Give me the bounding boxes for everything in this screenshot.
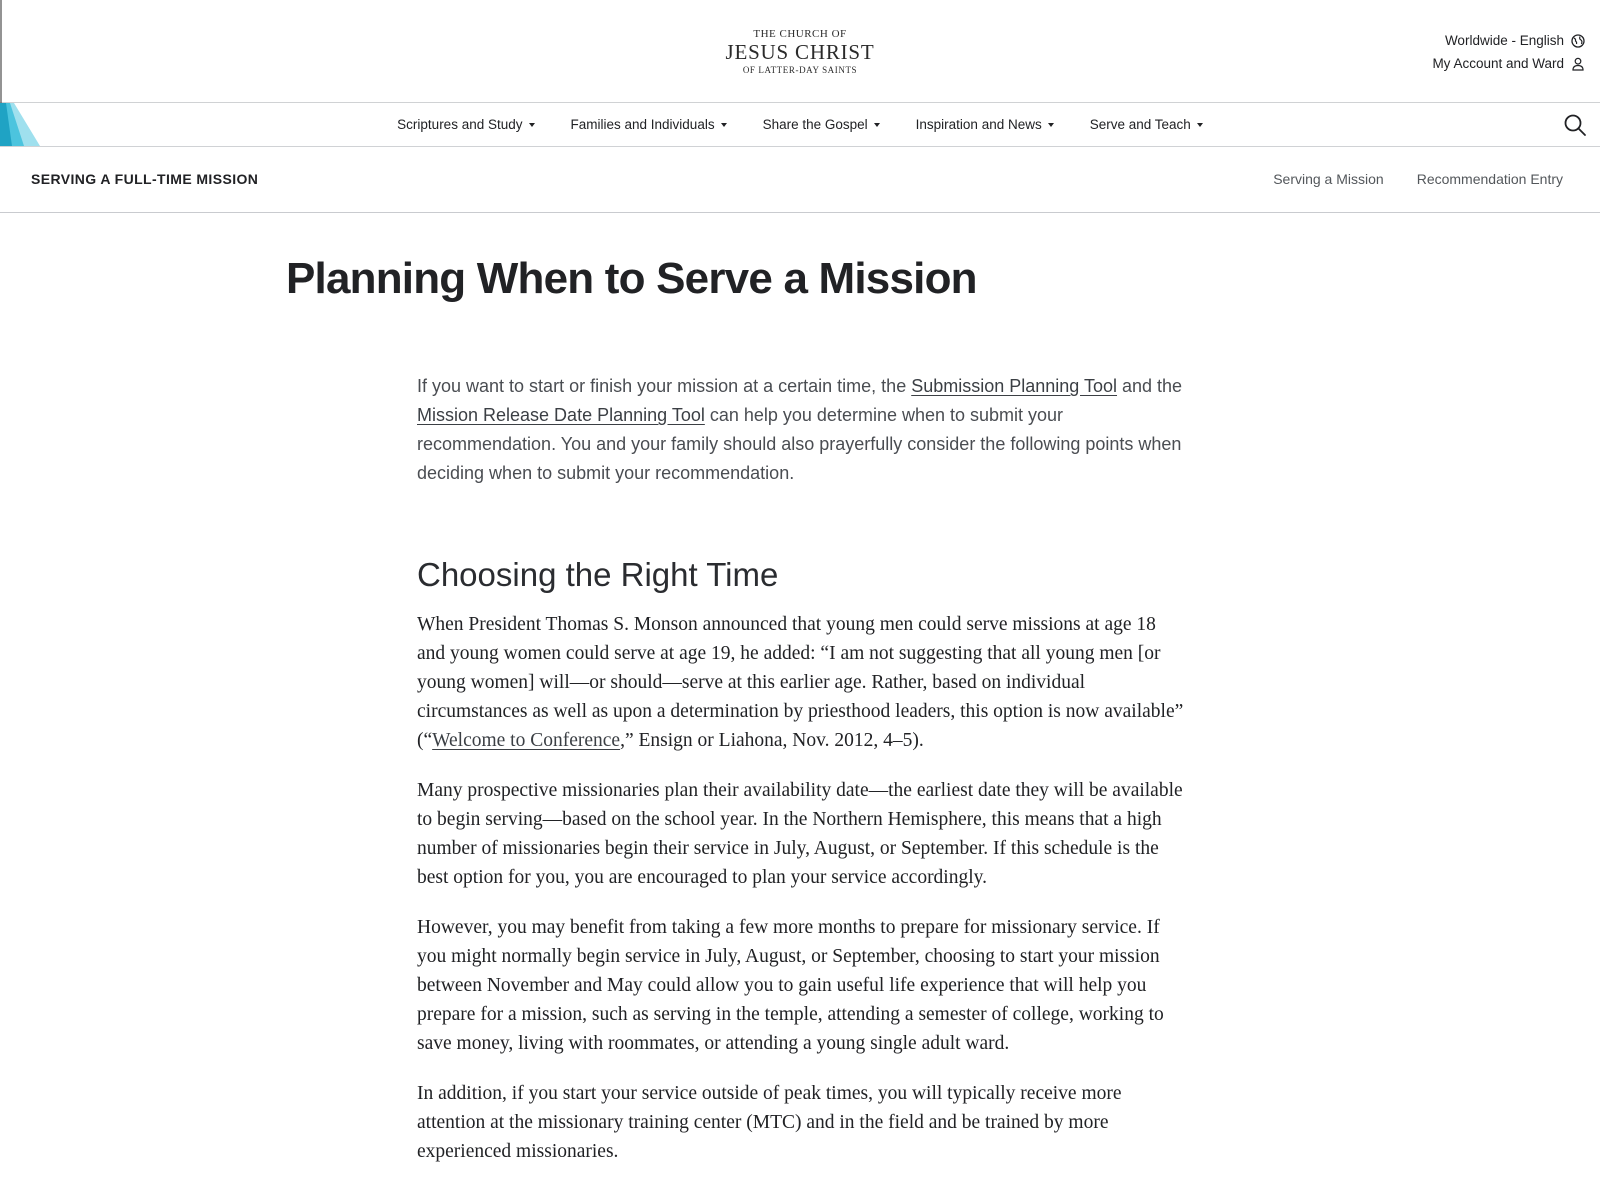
intro-paragraph [417,372,1187,488]
p1-text-before: When President Thomas S. Monson announced that young men could serve missions at age 18 and young women could serve at age 19, he added: “I am not suggesting that all young men [or young women] will—or should—serve at this earlier age. Rather, based on individual circumstances as well as upon a determination by priesthood leaders, this option is now available” (“ [417,614,1184,751]
nav-item-label: Serve and Teach [1089,117,1191,132]
body-paragraph-2: Many prospective missionaries plan their availability date—the earliest date they will be available to begin serving—based on the school year. In the Northern Hemisphere, this means that a high number of missionaries begin their service in July, August, or September. If this schedule is the best option for you, you are encouraged to plan your service accordingly. [417,780,1183,888]
nav-item-scriptures-and-study[interactable] [379,117,552,132]
welcome-to-conference-link[interactable]: Welcome to Conference [432,730,621,751]
nav-item-families-and-individuals[interactable] [553,117,745,132]
globe-icon [1571,34,1585,48]
secondary-nav [0,147,1600,213]
intro-text-1: If you want to start or finish your mission at a certain time, the [417,376,912,396]
section-heading: Choosing the Right Time [417,556,779,593]
body-paragraph-1 [417,610,1187,755]
logo-line-1: THE CHURCH OF [753,28,847,40]
body-paragraph-3: However, you may benefit from taking a few more months to prepare for missionary service. If you might normally begin service in July, August, or September, choosing to start your mission between November and May could allow you to gain useful life experience that will help you prepare for a mission, such as serving in the temple, attending a semester of college, working to save money, living with roommates, or attending a young single adult ward. [417,917,1164,1054]
logo-line-2: JESUS CHRIST [725,40,875,64]
secondary-link-recommendation-entry[interactable]: Recommendation Entry [1416,171,1563,187]
nav-item-serve-and-teach[interactable] [1072,117,1221,132]
utility-links [1432,29,1585,75]
user-icon [1571,57,1585,71]
language-selector[interactable] [1432,29,1585,52]
secondary-nav-links [1273,171,1563,187]
intro-text-2: and the [1117,376,1183,396]
caret-down-icon [1048,123,1054,127]
intro-text-3: can help you determine when to submit your recommendation. You and your family should also prayerfully consider the following points when deciding when to submit your recommendation. [417,405,1182,483]
nav-item-label: Scriptures and Study [397,117,523,132]
section-title-link[interactable]: SERVING A FULL-TIME MISSION [31,171,259,187]
account-label: My Account and Ward [1432,56,1564,71]
submission-planning-tool-link[interactable]: Submission Planning Tool [911,376,1118,396]
language-label: Worldwide - English [1444,33,1564,48]
caret-down-icon [721,123,727,127]
p1-text-after: ,” Ensign or Liahona, Nov. 2012, 4–5). [620,730,924,751]
logo-line-3: OF LATTER-DAY SAINTS [742,65,858,75]
mission-release-date-planning-tool-link[interactable]: Mission Release Date Planning Tool [417,405,705,425]
page-title: Planning When to Serve a Mission [286,254,977,303]
nav-item-label: Inspiration and News [915,117,1042,132]
main-content [417,372,1187,1166]
account-menu[interactable] [1432,52,1585,75]
nav-item-share-the-gospel[interactable] [745,117,898,132]
church-logo[interactable] [0,29,1600,75]
primary-nav-items [0,103,1600,146]
body-paragraph-4: In addition, if you start your service outside of peak times, you will typically receive more attention at the missionary training center (MTC) and in the field and be trained by more experienced missionaries. [417,1083,1122,1162]
caret-down-icon [529,123,535,127]
caret-down-icon [874,123,880,127]
nav-item-label: Share the Gospel [762,117,868,132]
caret-down-icon [1197,123,1203,127]
secondary-link-serving-a-mission[interactable]: Serving a Mission [1273,171,1384,187]
primary-nav [0,103,1600,147]
site-header [0,0,1600,103]
nav-item-label: Families and Individuals [570,117,715,132]
nav-item-inspiration-and-news[interactable] [898,117,1072,132]
search-icon[interactable] [1562,112,1588,138]
